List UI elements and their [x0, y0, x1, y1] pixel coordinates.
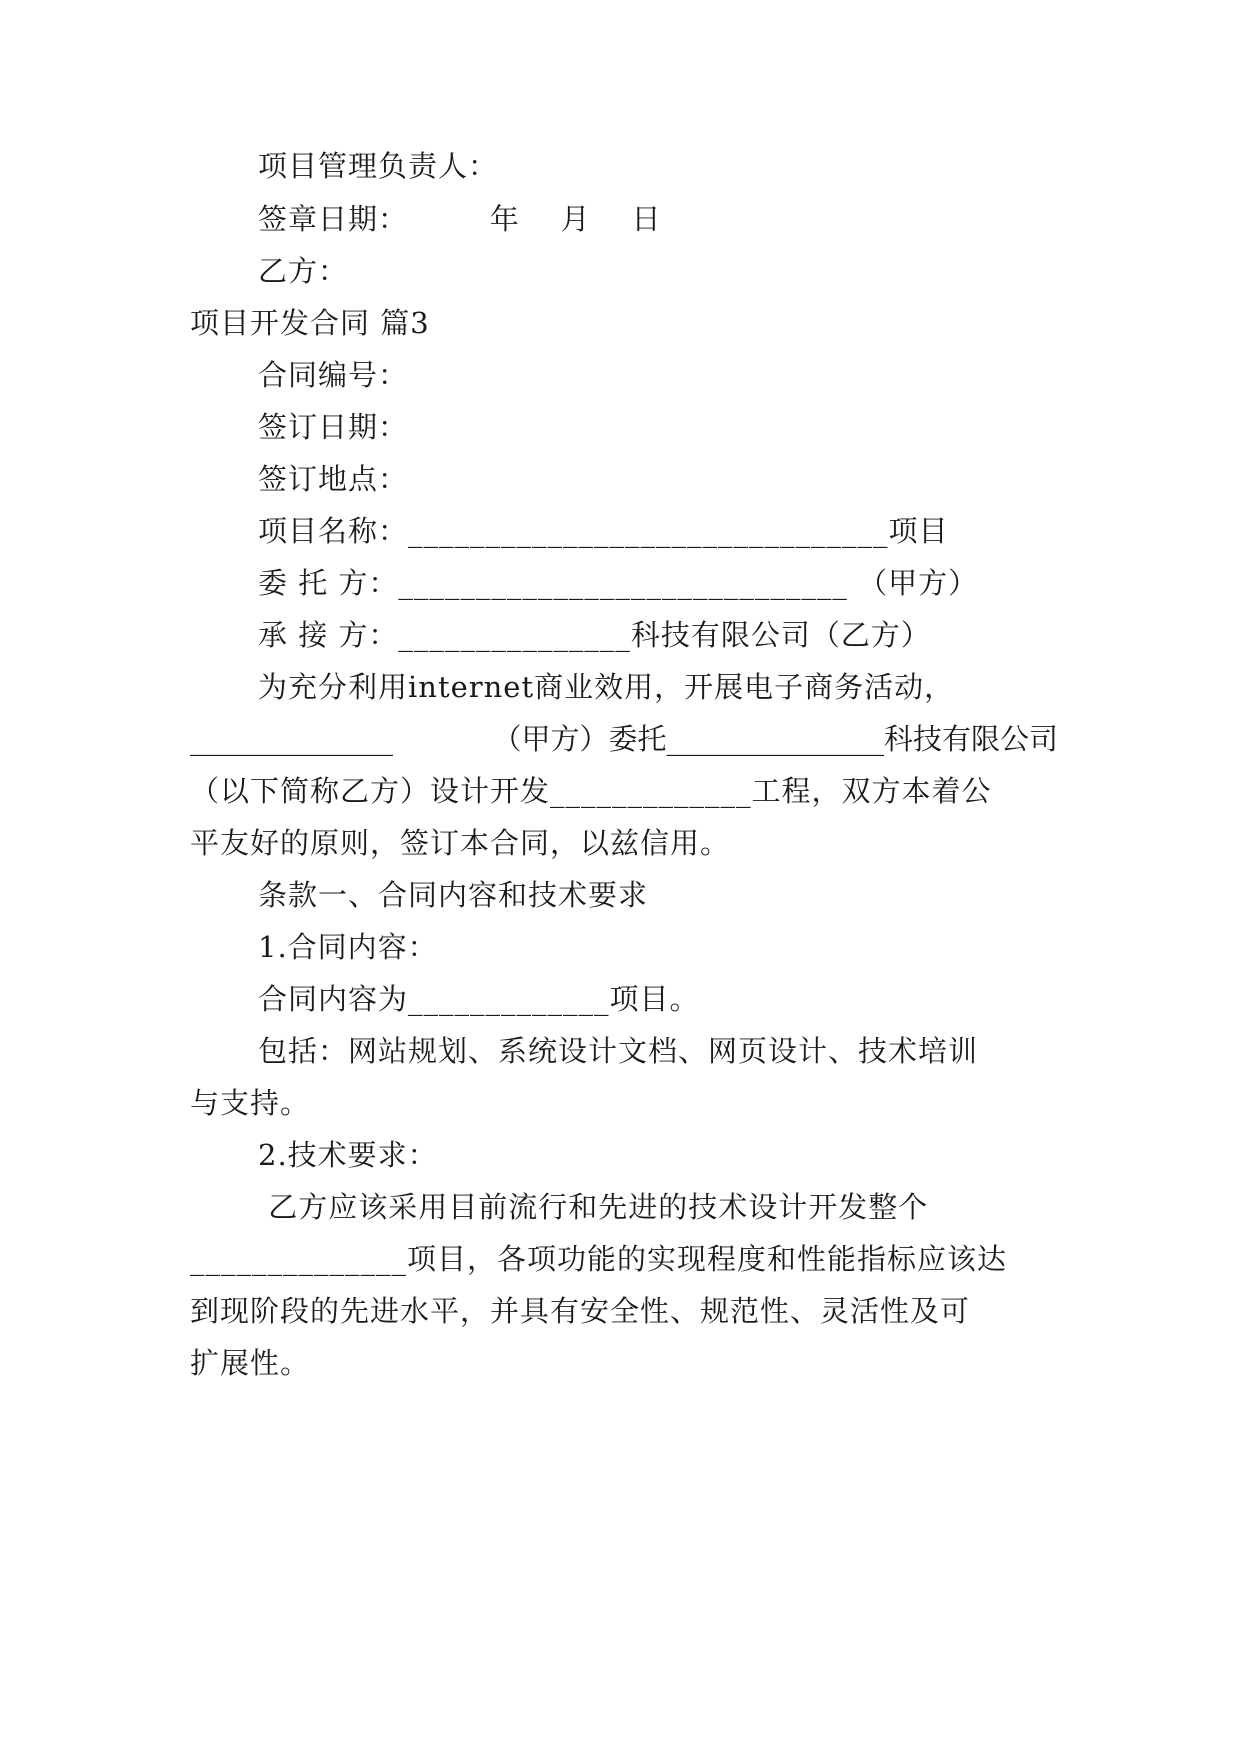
item1-heading: 1.合同内容：: [258, 930, 438, 964]
paragraph2-line3: 到现阶段的先进水平，并具有安全性、规范性、灵活性及可: [190, 1294, 971, 1328]
contractor-line: 承 接 方：_______________科技有限公司（乙方）: [258, 618, 931, 652]
includes-line2: 与支持。: [190, 1086, 311, 1120]
includes-line1: 包括：网站规划、系统设计文档、网页设计、技术培训: [258, 1034, 979, 1068]
paragraph2-line2: ______________项目，各项功能的实现程度和性能指标应该达: [190, 1242, 1008, 1276]
paragraph1-line2-text: （甲方）委托_______________科技有限公司: [492, 722, 1058, 756]
signing-date-line: 签订日期：: [258, 410, 409, 444]
party-b-line: 乙方：: [258, 254, 349, 288]
paragraph1-line3: （以下简称乙方）设计开发_____________工程，双方本着公: [190, 774, 992, 808]
sign-date-line: 签章日期： 年 月 日: [258, 202, 662, 236]
item1-text: 合同内容为_____________项目。: [258, 982, 700, 1016]
paragraph1-line2: [190, 719, 1058, 759]
section-heading: 项目开发合同 篇3: [190, 306, 430, 340]
paragraph2-line1: 乙方应该采用目前流行和先进的技术设计开发整个: [258, 1190, 929, 1224]
paragraph1-line1: 为充分利用internet商业效用，开展电子商务活动，: [258, 670, 955, 704]
paragraph1-line4: 平友好的原则，签订本合同，以兹信用。: [190, 826, 731, 860]
paragraph2-line4: 扩展性。: [190, 1346, 311, 1380]
item2-heading: 2.技术要求：: [258, 1138, 438, 1172]
signing-place-line: 签订地点：: [258, 462, 409, 496]
contract-number-line: 合同编号：: [258, 358, 409, 392]
project-name-line: 项目名称：_______________________________项目: [258, 514, 949, 548]
manager-line: 项目管理负责人：: [258, 149, 499, 183]
client-line: 委 托 方：_____________________________ （甲方）: [258, 566, 979, 600]
clause1-heading: 条款一、合同内容和技术要求: [258, 878, 649, 912]
paragraph1-line2-blank: ______________: [190, 722, 393, 756]
